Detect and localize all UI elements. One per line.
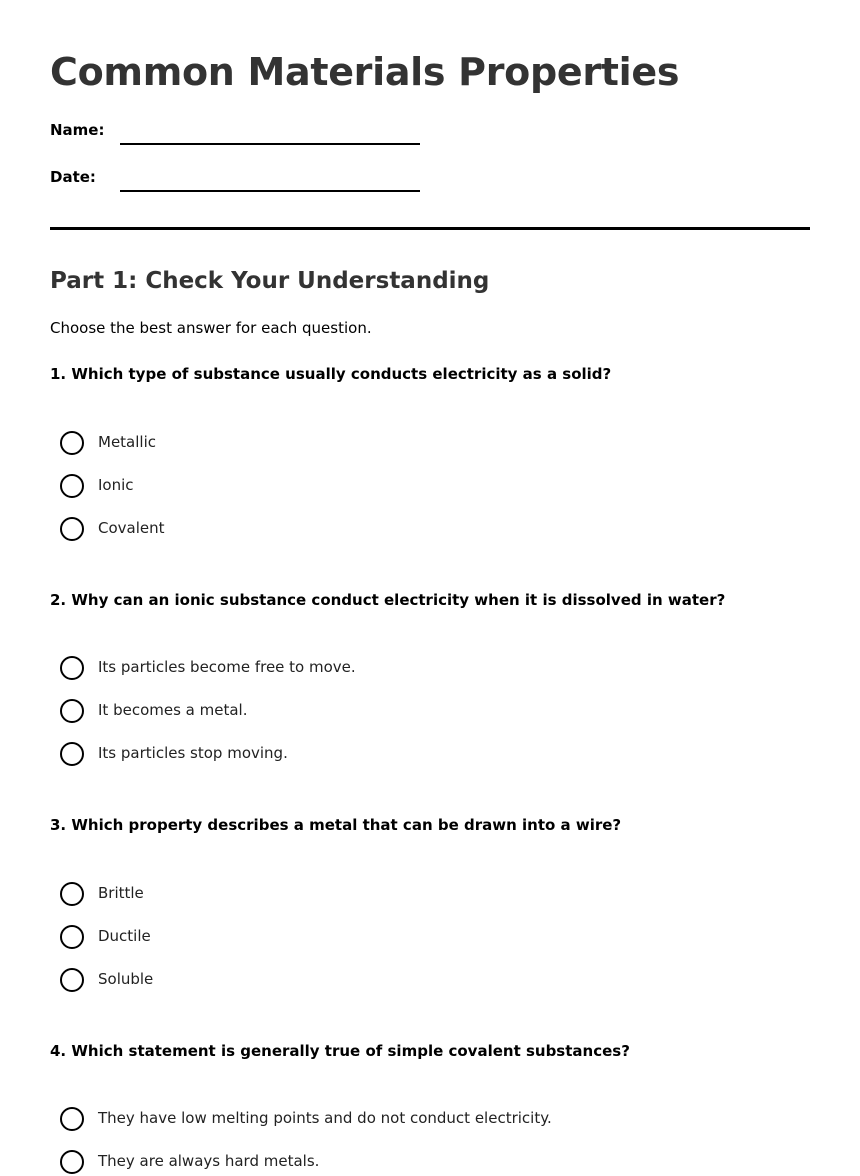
- option-label: They are always hard metals.: [98, 1152, 320, 1170]
- option-becomes-metal[interactable]: [60, 699, 760, 725]
- radio-button[interactable]: [60, 925, 84, 949]
- option-brittle[interactable]: [60, 882, 760, 908]
- option-hard-metals[interactable]: [60, 1150, 760, 1176]
- section-title: Part 1: Check Your Understanding: [50, 268, 490, 294]
- option-metallic[interactable]: [60, 431, 760, 457]
- option-free-to-move[interactable]: [60, 656, 760, 682]
- option-ionic[interactable]: [60, 474, 760, 500]
- date-field[interactable]: [120, 168, 420, 192]
- question-text: 1. Which type of substance usually conducts electricity as a solid?: [50, 365, 612, 383]
- option-label: Metallic: [98, 433, 156, 451]
- name-field[interactable]: [120, 121, 420, 145]
- date-field-row: [50, 168, 470, 192]
- name-field-row: [50, 121, 470, 145]
- option-low-melting-points[interactable]: [60, 1107, 760, 1133]
- option-covalent[interactable]: [60, 517, 760, 543]
- radio-button[interactable]: [60, 517, 84, 541]
- name-label: Name:: [50, 121, 105, 139]
- header-divider: [50, 227, 810, 230]
- radio-button[interactable]: [60, 968, 84, 992]
- option-soluble[interactable]: [60, 968, 760, 994]
- radio-button[interactable]: [60, 656, 84, 680]
- radio-button[interactable]: [60, 474, 84, 498]
- option-label: It becomes a metal.: [98, 701, 248, 719]
- radio-button[interactable]: [60, 699, 84, 723]
- option-ductile[interactable]: [60, 925, 760, 951]
- date-label: Date:: [50, 168, 96, 186]
- radio-button[interactable]: [60, 1150, 84, 1174]
- option-label: Its particles become free to move.: [98, 658, 356, 676]
- option-stop-moving[interactable]: [60, 742, 760, 768]
- question-text: 3. Which property describes a metal that can be drawn into a wire?: [50, 816, 622, 834]
- option-label: Its particles stop moving.: [98, 744, 288, 762]
- radio-button[interactable]: [60, 1107, 84, 1131]
- radio-button[interactable]: [60, 882, 84, 906]
- option-label: Brittle: [98, 884, 144, 902]
- option-label: Covalent: [98, 519, 165, 537]
- instructions: Choose the best answer for each question.: [50, 319, 372, 337]
- option-label: Soluble: [98, 970, 154, 988]
- option-label: They have low melting points and do not conduct electricity.: [98, 1109, 552, 1127]
- radio-button[interactable]: [60, 742, 84, 766]
- question-text: 2. Why can an ionic substance conduct electricity when it is dissolved in water?: [50, 591, 726, 609]
- question-text: 4. Which statement is generally true of simple covalent substances?: [50, 1042, 630, 1060]
- radio-button[interactable]: [60, 431, 84, 455]
- option-label: Ductile: [98, 927, 151, 945]
- option-label: Ionic: [98, 476, 134, 494]
- page-title: Common Materials Properties: [50, 50, 680, 94]
